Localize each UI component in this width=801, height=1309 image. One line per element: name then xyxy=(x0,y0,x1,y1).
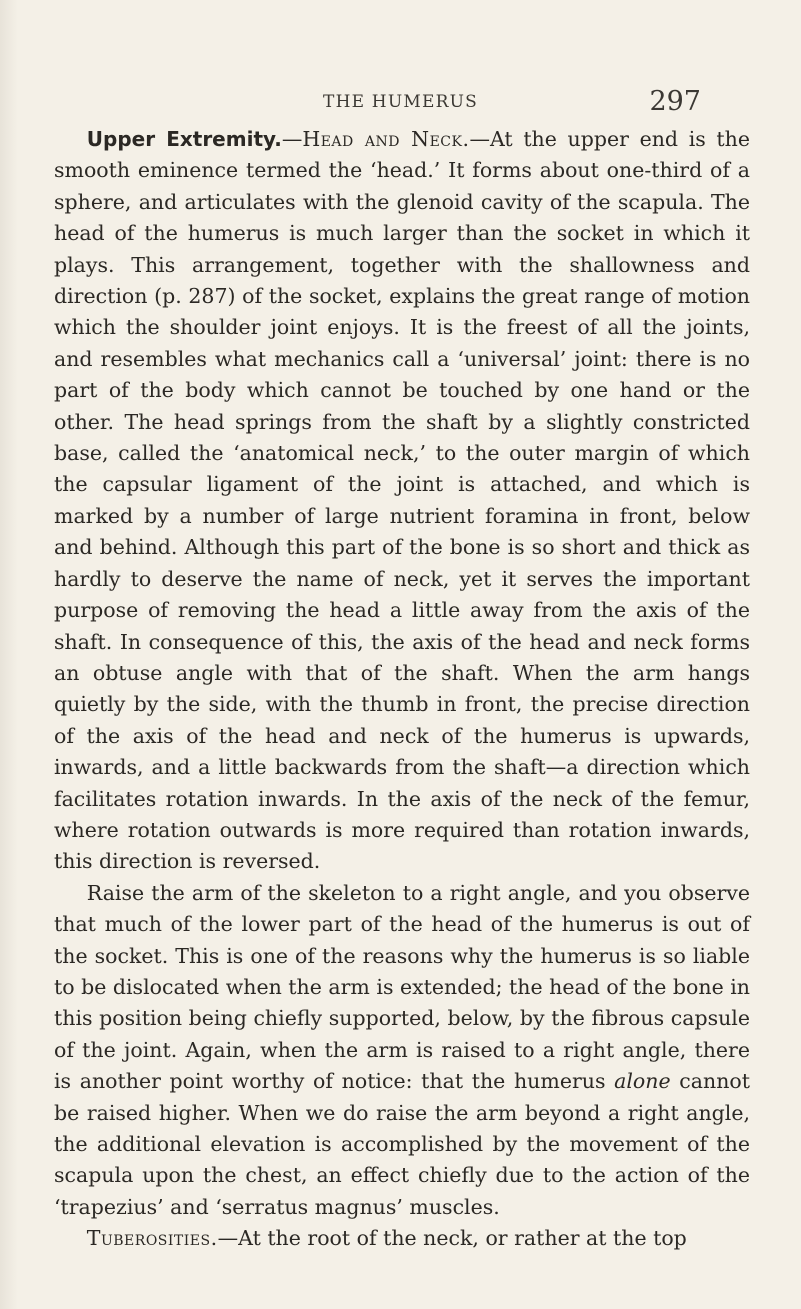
paragraph-tuberosities xyxy=(54,1223,750,1254)
subheading-tuberosities: Tuberosities. xyxy=(86,1226,218,1251)
paragraph-raise-the-arm xyxy=(54,878,750,1223)
paragraph-text-after: cannot be raised higher. When we do raise the arm beyond a right angle, the additional elevation is accomplished by the movement of the scapula upon the chest, an effect chiefly due to the action of the ‘trapezius’ and ‘serratus magnus’ muscles. xyxy=(54,1069,750,1219)
paragraph-head-and-neck xyxy=(54,124,750,878)
body-text xyxy=(54,124,750,1255)
heading-dash: — xyxy=(281,127,303,151)
running-title: THE HUMERUS xyxy=(323,92,478,112)
running-head xyxy=(0,86,801,116)
section-heading-upper-extremity: Upper Extremity. xyxy=(86,127,282,151)
paragraph-text: —At the upper end is the smooth eminence termed the ‘head.’ It forms about one-third of a sphere, and articulates with the glenoid cavity of the scapula. The head of the humerus is much larger than the socket in which it plays. This arrangement, together with the shallowness and direction (p. 287) of the socket, explains the great range of motion which the shoulder joint enjoys. It is the freest of all the joints, and resembles what mechanics call a ‘universal’ joint: there is no part of the body which cannot be touched by one hand or the other. The head springs from the shaft by a slightly constricted base, called the ‘anatomical neck,’ to the outer margin of which the capsular ligament of the joint is attached, and which is marked by a number of large nutrient foramina in front, below and behind. Although this part of the bone is so short and thick as hardly to deserve the name of neck, yet it serves the important purpose of removing the head a little away from the axis of the shaft. In consequence of this, the axis of the head and neck forms an obtuse angle with that of the shaft. When the arm hangs quietly by the side, with the thumb in front, the precise direction of the axis of the head and neck of the humerus is upwards, inwards, and a little backwards from the shaft—a direction which facilitates rotation inwards. In the axis of the neck of the femur, where rotation outwards is more required than rotation inwards, this direction is reversed. xyxy=(54,127,750,874)
page-number: 297 xyxy=(649,86,701,117)
subheading-head-and-neck: Head and Neck. xyxy=(302,127,470,151)
paragraph-text-before: Raise the arm of the skeleton to a right angle, and you observe that much of the lower part of the head of the humerus is out of the socket. This is one of the reasons why the humerus is so liable to be dislocated when the arm is extended; the head of the bone in this position being chiefly supported, below, by the fibrous capsule of the joint. Again, when the arm is raised to a right angle, there is another point worthy of notice: that the humerus xyxy=(54,880,750,1094)
paragraph-text: —At the root of the neck, or rather at the top xyxy=(217,1226,687,1251)
italic-alone: alone xyxy=(614,1069,671,1094)
